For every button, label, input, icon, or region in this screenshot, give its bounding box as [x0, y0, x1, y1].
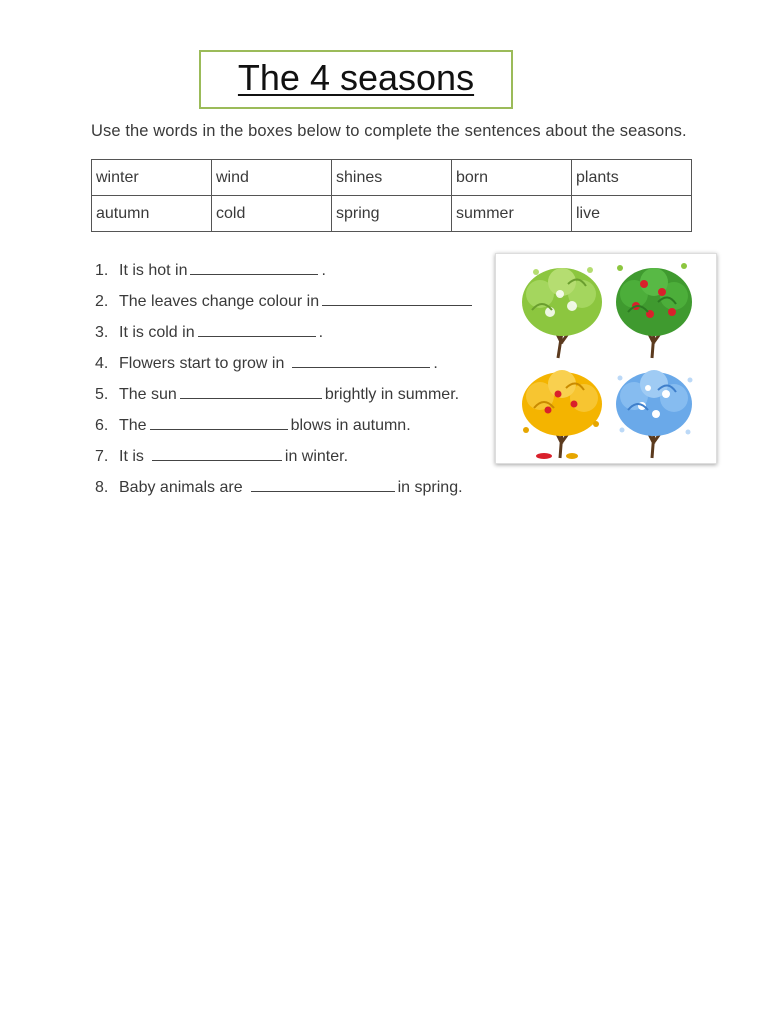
- sentence-text-before: It is: [119, 448, 144, 465]
- sentence-item: [95, 289, 515, 320]
- word-bank-table: [91, 159, 692, 232]
- sentence-number: 3.: [95, 324, 109, 341]
- answer-blank[interactable]: [292, 351, 430, 368]
- sentence-item: [95, 258, 515, 289]
- answer-blank[interactable]: [152, 444, 282, 461]
- instructions: Use the words in the boxes below to complete the sentences about the seasons.: [91, 122, 687, 140]
- four-season-trees-illustration: [496, 254, 716, 463]
- word-bank-row: [92, 196, 692, 232]
- word-cell: cold: [212, 196, 332, 232]
- title-box: [199, 50, 513, 109]
- sentence-text-after: .: [433, 355, 438, 372]
- sentence-text-before: The: [119, 417, 147, 434]
- word-bank-row: [92, 160, 692, 196]
- word-cell: winter: [92, 160, 212, 196]
- spring-tree-icon: [522, 267, 602, 358]
- sentence-number: 2.: [95, 293, 109, 310]
- sentence-item: [95, 351, 515, 382]
- sentence-number: 8.: [95, 479, 109, 496]
- word-cell: wind: [212, 160, 332, 196]
- answer-blank[interactable]: [198, 320, 316, 337]
- sentence-text-before: The sun: [119, 386, 177, 403]
- sentence-text-after: brightly in summer.: [324, 386, 460, 403]
- seasons-image: [495, 253, 717, 464]
- answer-blank[interactable]: [190, 258, 318, 275]
- sentence-item: [95, 382, 515, 413]
- answer-blank[interactable]: [251, 475, 395, 492]
- sentence-item: [95, 413, 515, 444]
- winter-tree-icon: [616, 370, 693, 458]
- answer-blank[interactable]: [180, 382, 322, 399]
- sentence-text-before: It is hot in: [119, 262, 188, 279]
- sentence-text-after: blows in autumn.: [290, 417, 411, 434]
- answer-blank[interactable]: [150, 413, 288, 430]
- sentence-number: 5.: [95, 386, 109, 403]
- word-cell: shines: [332, 160, 452, 196]
- sentence-item: [95, 320, 515, 351]
- autumn-tree-icon: [522, 370, 602, 459]
- sentence-text-after: .: [321, 262, 326, 279]
- sentence-text-after: in spring.: [397, 479, 463, 496]
- sentence-item: [95, 444, 515, 475]
- sentence-text-before: Baby animals are: [119, 479, 243, 496]
- page-title: The 4 seasons: [237, 56, 475, 98]
- sentence-list: [95, 258, 515, 506]
- answer-blank[interactable]: [322, 289, 472, 306]
- sentence-text-after: in winter.: [284, 448, 349, 465]
- word-cell: autumn: [92, 196, 212, 232]
- sentence-number: 4.: [95, 355, 109, 372]
- sentence-text-after: .: [318, 324, 324, 341]
- sentence-text-before: The leaves change colour in: [119, 293, 320, 310]
- sentence-number: 7.: [95, 448, 109, 465]
- word-cell: live: [572, 196, 692, 232]
- sentence-number: 6.: [95, 417, 109, 434]
- sentence-text-before: Flowers start to grow in: [119, 355, 285, 372]
- word-cell: plants: [572, 160, 692, 196]
- summer-tree-icon: [616, 263, 692, 358]
- sentence-text-before: It is cold in: [119, 324, 195, 341]
- word-cell: summer: [452, 196, 572, 232]
- sentence-item: [95, 475, 515, 506]
- word-cell: born: [452, 160, 572, 196]
- sentence-number: 1.: [95, 262, 109, 279]
- word-cell: spring: [332, 196, 452, 232]
